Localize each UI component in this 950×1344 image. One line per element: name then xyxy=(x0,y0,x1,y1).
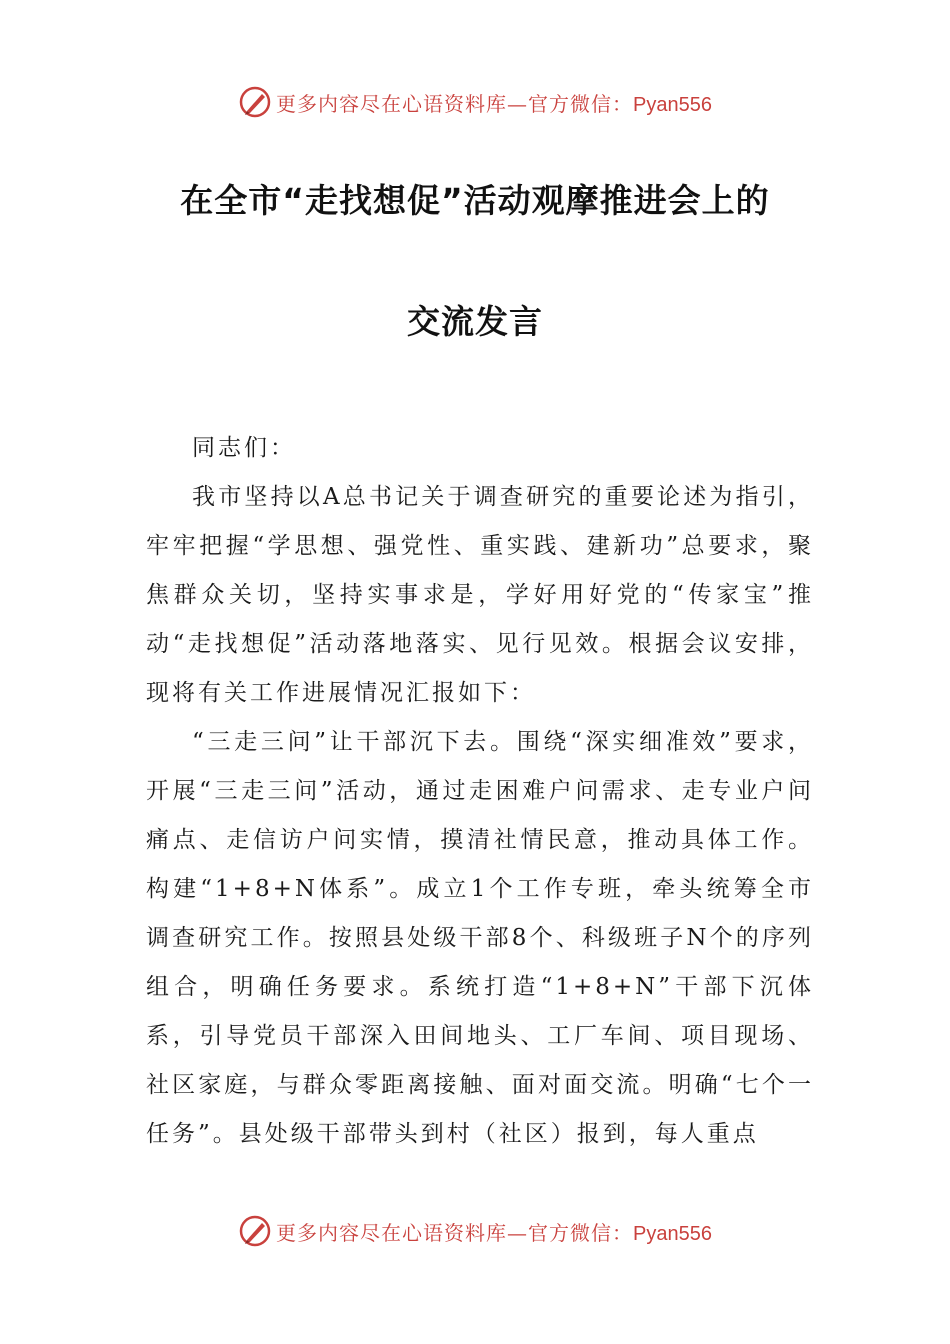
document-title-line-2: 交流发言 xyxy=(407,302,543,341)
watermark-text: 更多内容尽在心语资料库—官方微信：Pyan556 xyxy=(276,1220,712,1245)
pen-logo-icon xyxy=(238,85,272,119)
greeting: 同志们： xyxy=(192,435,296,461)
document-body xyxy=(146,424,814,1159)
watermark-text: 更多内容尽在心语资料库—官方微信：Pyan556 xyxy=(276,91,712,116)
paragraph-intro: 我市坚持以A总书记关于调查研究的重要论述为指引，牢牢把握“学思想、强党性、重实践、建新功”总要求，聚焦群众关切，坚持实事求是，学好用好党的“传家宝”推动“走找想促”活动落地落实、见行见效。根据会议安排，现将有关工作进展情况汇报如下： xyxy=(146,484,814,706)
document-title-line-1: 在全市“走找想促”活动观摩推进会上的 xyxy=(180,181,770,220)
pen-logo-icon xyxy=(238,1214,272,1248)
watermark-id: Pyan556 xyxy=(633,93,712,116)
paragraph-sanzou: “三走三问”让干部沉下去。围绕“深实细准效”要求，开展“三走三问”活动，通过走困难户问需求、走专业户问痛点、走信访户问实情，摸清社情民意，推动具体工作。构建“1+8+N体系”。成立1个工作专班，牵头统筹全市调查研究工作。按照县处级干部8个、科级班子N个的序列组合，明确任务要求。系统打造“1+8+N”干部下沉体系，引导党员干部深入田间地头、工厂车间、项目现场、社区家庭，与群众零距离接触、面对面交流。明确“七个一任务”。县处级干部带头到村（社区）报到，每人重点 xyxy=(146,729,814,1147)
watermark-header xyxy=(0,82,950,122)
watermark-id: Pyan556 xyxy=(633,1222,712,1245)
watermark-footer xyxy=(0,1211,950,1251)
